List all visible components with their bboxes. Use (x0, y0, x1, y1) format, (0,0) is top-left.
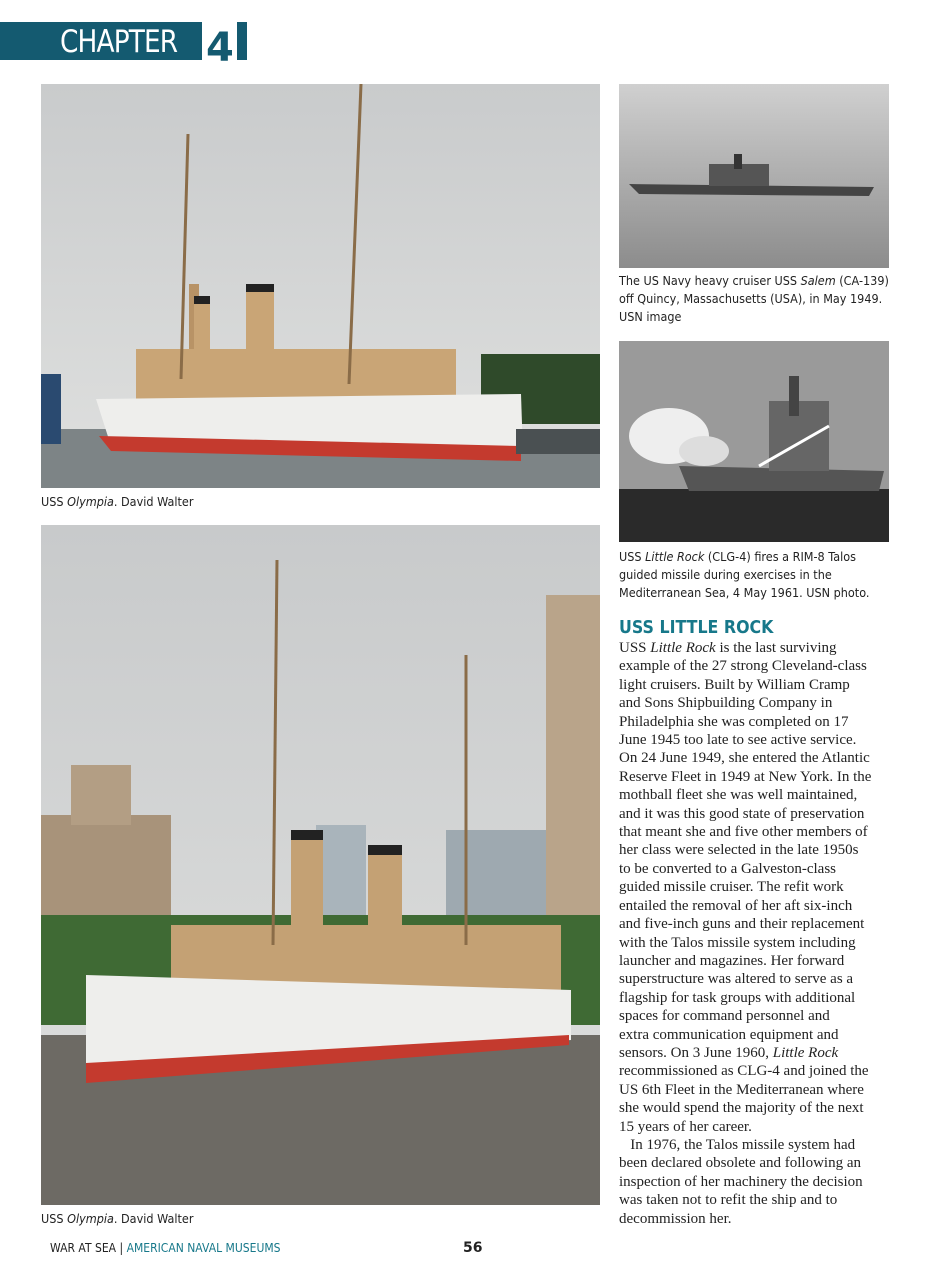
caption-salem (619, 272, 889, 326)
text: USS (41, 1211, 68, 1226)
text: The US Navy heavy cruiser USS (619, 273, 801, 288)
caption-little-rock (619, 548, 889, 602)
text: sensors. On 3 June 1960, (619, 1044, 773, 1061)
body-line: inspection of her machinery the decision (619, 1173, 863, 1190)
caption-olympia-bottom (41, 1210, 193, 1228)
body-line: June 1945 too late to see active service. (619, 732, 857, 749)
text: (CA-139) off Quincy, Massachusetts (USA), in May 1949. USN image (619, 273, 889, 324)
body-line: and five-inch guns and their replacement (619, 916, 865, 933)
body-line: Reserve Fleet in 1949 at New York. In the (619, 768, 872, 785)
olympia-photo-top (41, 84, 600, 488)
italic-text: Little Rock (645, 549, 705, 564)
italic-text: Little Rock (650, 640, 716, 656)
italic-text: Salem (800, 273, 836, 288)
chapter-bar (237, 22, 247, 60)
chapter-label: CHAPTER (60, 24, 178, 60)
body-line: On 24 June 1949, she entered the Atlantic (619, 750, 870, 767)
body-line: with the Talos missile system including (619, 934, 856, 951)
text: (CLG-4) fires a RIM-8 Talos guided missile during exercises in the Mediterranean Sea, 4 May 1961. USN photo. (619, 549, 870, 600)
text: is the last surviving (715, 640, 837, 656)
body-line: spaces for command personnel and (619, 1008, 830, 1025)
body-line: guided missile cruiser. The refit work (619, 879, 844, 896)
chapter-number: 4 (206, 25, 234, 71)
article-body (619, 639, 899, 1228)
body-line: she would spend the majority of the next (619, 1100, 864, 1117)
body-line: superstructure was altered to serve as a (619, 971, 854, 988)
body-line: flagship for task groups with additional (619, 989, 856, 1006)
text: . David Walter (113, 494, 194, 509)
body-line: light cruisers. Built by William Cramp (619, 676, 850, 693)
text: USS (41, 494, 68, 509)
body-line: Philadelphia she was completed on 17 (619, 713, 849, 730)
body-line: that meant she and five other members of (619, 824, 868, 841)
text: USS (619, 640, 651, 656)
text: . David Walter (113, 1211, 194, 1226)
text: USS (619, 549, 646, 564)
italic-text: Olympia (67, 1211, 114, 1226)
body-line: and Sons Shipbuilding Company in (619, 695, 833, 712)
page-number: 56 (463, 1240, 483, 1256)
body-line (619, 1044, 899, 1062)
body-line: In 1976, the Talos missile system had (619, 1136, 856, 1153)
olympia-photo-bottom (41, 525, 600, 1205)
body-line: example of the 27 strong Cleveland-class (619, 658, 867, 675)
little-rock-photo (619, 341, 889, 542)
article-heading: USS LITTLE ROCK (619, 617, 774, 638)
footer-section: AMERICAN NAVAL MUSEUMS (126, 1241, 281, 1255)
body-line: extra communication equipment and (619, 1026, 839, 1043)
caption-olympia-top (41, 493, 193, 511)
body-line (619, 639, 899, 657)
body-line: was taken not to refit the ship and to (619, 1192, 838, 1209)
body-line: entailed the removal of her aft six-inch (619, 897, 853, 914)
italic-text: Olympia (67, 494, 114, 509)
body-line: mothball fleet she was well maintained, (619, 787, 858, 804)
body-line: 15 years of her career. (619, 1118, 752, 1135)
body-line: US 6th Fleet in the Mediterranean where (619, 1081, 864, 1098)
salem-photo (619, 84, 889, 268)
footer-title (50, 1241, 281, 1255)
body-line: her class were selected in the late 1950s (619, 842, 859, 859)
body-line: and it was this good state of preservation (619, 805, 865, 822)
body-line: been declared obsolete and following an (619, 1155, 861, 1172)
body-line: decommission her. (619, 1210, 732, 1227)
body-line: recommissioned as CLG-4 and joined the (619, 1063, 869, 1080)
body-line: to be converted to a Galveston-class (619, 860, 837, 877)
italic-text: Little Rock (772, 1044, 839, 1061)
body-line: launcher and magazines. Her forward (619, 952, 845, 969)
footer-book: WAR AT SEA | (50, 1241, 127, 1255)
